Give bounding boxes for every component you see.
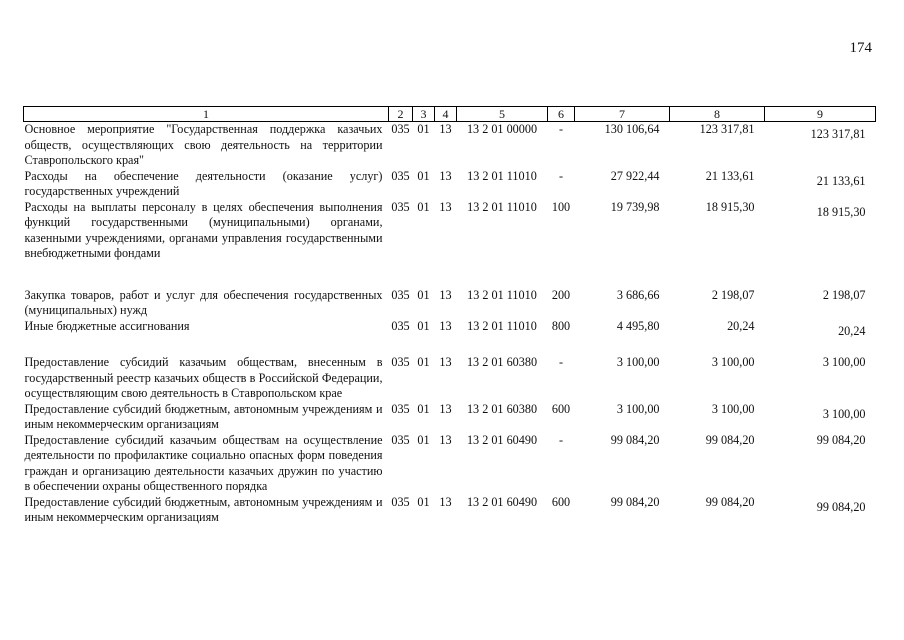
row-code-3: 01: [417, 287, 430, 302]
row-value-9: 2 198,07: [822, 287, 866, 302]
row-code-2: 035: [391, 168, 410, 183]
row-name: Закупка товаров, работ и услуг для обеспечения государственных (муниципальных) нужд: [24, 287, 383, 317]
row-code-6: 100: [551, 199, 571, 214]
header-cell-6: 6: [548, 107, 575, 122]
table-row: [24, 200, 876, 262]
row-code-3: 01: [417, 355, 430, 369]
header-cell-3: 3: [413, 107, 435, 122]
row-code-3: 01: [417, 318, 430, 333]
row-value-7: 4 495,80: [616, 318, 660, 333]
row-value-9: 3 100,00: [822, 406, 866, 421]
row-code-6: -: [558, 355, 564, 369]
header-cell-9: 9: [765, 107, 876, 122]
row-code-5: 13 2 01 11010: [467, 287, 537, 302]
budget-table: [23, 106, 876, 526]
row-value-8: 2 198,07: [711, 287, 755, 302]
row-code-5: 13 2 01 60490: [466, 432, 538, 447]
row-value-7: 99 084,20: [610, 432, 660, 447]
row-code-6: 200: [551, 287, 571, 302]
table-row: [24, 169, 876, 200]
row-code-2: 035: [391, 199, 410, 214]
row-value-9: 18 915,30: [816, 204, 866, 219]
row-name: Предоставление субсидий казачьим обществам на осуществление деятельности по профилактике социально опасных форм поведения граждан и организацию деятельности казачьих дружин по участию в обеспечении охраны общественного порядка: [24, 432, 383, 493]
row-code-5: 13 2 01 11010: [467, 168, 537, 183]
row-code-3: 01: [417, 494, 430, 509]
row-value-9: 20,24: [838, 323, 866, 338]
row-value-9: 99 084,20: [816, 432, 866, 447]
table-header: [24, 107, 876, 122]
row-code-3: 01: [417, 199, 430, 214]
row-value-8: 3 100,00: [711, 355, 755, 369]
row-code-6: -: [558, 122, 564, 136]
row-code-4: 13: [439, 355, 452, 369]
row-code-2: 035: [391, 401, 410, 416]
row-code-5: 13 2 01 11010: [467, 318, 537, 333]
row-value-8: 18 915,30: [705, 199, 755, 214]
row-value-9: 99 084,20: [816, 499, 866, 514]
row-code-4: 13: [439, 287, 452, 302]
row-code-2: 035: [391, 318, 410, 333]
row-name: Предоставление субсидий бюджетным, автономным учреждениям и иным некоммерческим организациям: [24, 401, 383, 431]
row-code-5: 13 2 01 60380: [466, 355, 538, 369]
row-code-4: 13: [439, 318, 452, 333]
row-code-4: 13: [439, 401, 452, 416]
header-cell-4: 4: [435, 107, 457, 122]
row-code-4: 13: [439, 122, 452, 136]
row-code-4: 13: [439, 432, 452, 447]
row-value-9: 123 317,81: [810, 127, 866, 141]
row-value-9: 21 133,61: [816, 173, 866, 188]
row-value-8: 99 084,20: [705, 432, 755, 447]
row-value-7: 27 922,44: [610, 168, 660, 183]
table-row: [24, 339, 876, 402]
header-cell-1: 1: [24, 107, 389, 122]
row-code-6: -: [558, 168, 564, 183]
row-value-7: 3 100,00: [616, 401, 660, 416]
row-name: Предоставление субсидий бюджетным, автономным учреждениям и иным некоммерческим организациям: [24, 494, 383, 524]
header-cell-7: 7: [575, 107, 670, 122]
row-code-4: 13: [439, 199, 452, 214]
row-code-2: 035: [391, 494, 410, 509]
table-row: [24, 319, 876, 340]
row-code-2: 035: [391, 432, 410, 447]
row-value-8: 21 133,61: [705, 168, 755, 183]
row-value-7: 130 106,64: [604, 122, 660, 136]
row-name: Расходы на выплаты персоналу в целях обеспечения выполнения функций государственными (муниципальными) органами, казенными учреждениями, органами управления государственными внебюджетными фондами: [24, 199, 383, 260]
row-code-4: 13: [439, 494, 452, 509]
row-code-4: 13: [439, 168, 452, 183]
row-value-8: 20,24: [727, 318, 755, 333]
row-code-5: 13 2 01 11010: [467, 199, 537, 214]
row-value-9: 3 100,00: [822, 355, 866, 369]
row-code-3: 01: [417, 122, 430, 136]
row-code-6: 800: [551, 318, 571, 333]
table-row: [24, 402, 876, 433]
header-row: [24, 107, 876, 122]
header-cell-5: 5: [457, 107, 548, 122]
page-number: 174: [849, 40, 872, 56]
row-value-7: 3 100,00: [616, 355, 660, 369]
table-row: [24, 122, 876, 169]
row-code-5: 13 2 01 60490: [466, 494, 538, 509]
row-code-3: 01: [417, 401, 430, 416]
row-value-7: 99 084,20: [610, 494, 660, 509]
row-value-7: 19 739,98: [610, 199, 660, 214]
row-code-6: 600: [551, 401, 571, 416]
row-code-2: 035: [391, 355, 410, 369]
row-code-3: 01: [417, 432, 430, 447]
row-name: Иные бюджетные ассигнования: [24, 318, 190, 333]
row-code-6: -: [558, 432, 564, 447]
table-row: [24, 495, 876, 526]
row-name: Основное мероприятие "Государственная поддержка казачьих обществ, осуществляющих свою деятельность на территории Ставропольского края": [24, 122, 383, 167]
row-code-2: 035: [391, 287, 410, 302]
row-value-8: 99 084,20: [705, 494, 755, 509]
table-row: [24, 262, 876, 319]
row-value-8: 3 100,00: [711, 401, 755, 416]
table-row: [24, 433, 876, 495]
row-value-7: 3 686,66: [616, 287, 660, 302]
row-code-2: 035: [391, 122, 410, 136]
row-value-8: 123 317,81: [699, 122, 755, 136]
header-cell-2: 2: [389, 107, 413, 122]
row-name: Расходы на обеспечение деятельности (оказание услуг) государственных учреждений: [24, 168, 383, 198]
row-code-5: 13 2 01 00000: [466, 122, 538, 136]
row-code-6: 600: [551, 494, 571, 509]
row-code-3: 01: [417, 168, 430, 183]
row-code-5: 13 2 01 60380: [466, 401, 538, 416]
row-name: Предоставление субсидий казачьим обществам, внесенным в государственный реестр казачьих обществ в Российской Федерации, осуществляющим свою деятельность в Ставропольском крае: [24, 355, 383, 400]
header-cell-8: 8: [670, 107, 765, 122]
